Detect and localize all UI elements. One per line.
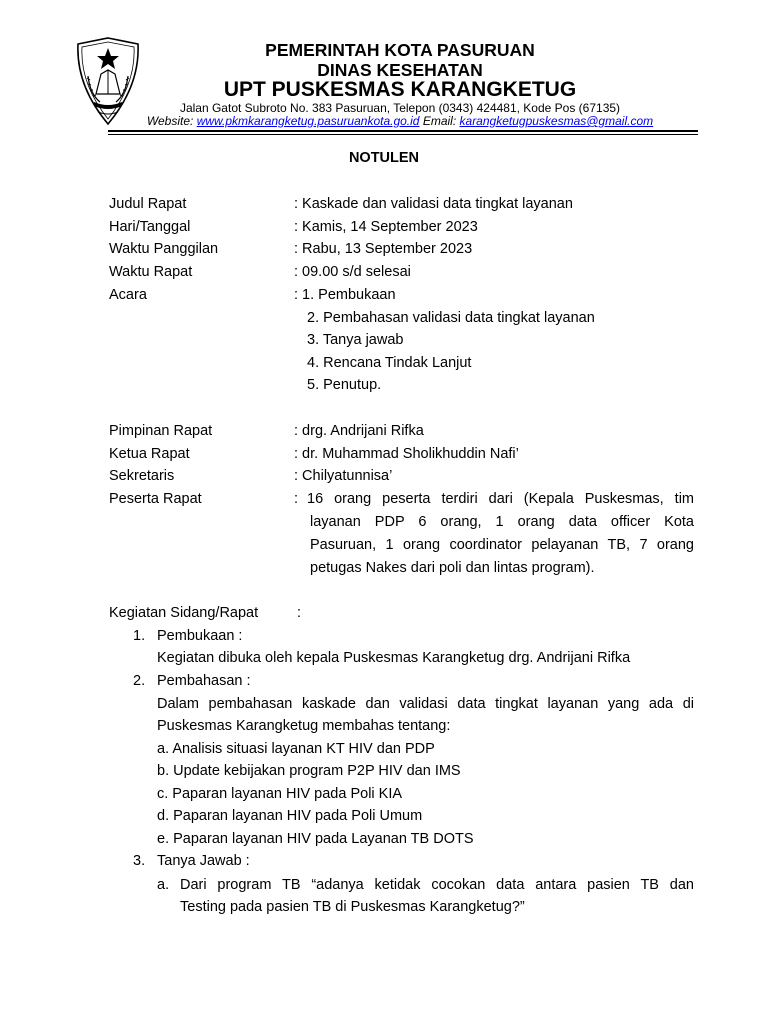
email-label: Email: bbox=[422, 114, 457, 128]
letterhead-contact bbox=[130, 114, 670, 128]
pimpinan-label: Pimpinan Rapat bbox=[109, 423, 213, 439]
sekretaris-label: Sekretaris bbox=[109, 468, 175, 484]
section-title: Pembukaan : bbox=[157, 628, 243, 644]
email-link[interactable]: karangketugpuskesmas@gmail.com bbox=[459, 114, 654, 128]
peserta-colon: : bbox=[294, 491, 299, 507]
section-number: 2. bbox=[133, 673, 146, 689]
peserta-line: petugas Nakes dari poli dan lintas program). bbox=[310, 560, 595, 576]
pimpinan-value: : drg. Andrijani Rifka bbox=[294, 423, 424, 439]
sekretaris-value: : Chilyatunnisa’ bbox=[294, 468, 393, 484]
letterhead-address: Jalan Gatot Subroto No. 383 Pasuruan, Telepon (0343) 424481, Kode Pos (67135) bbox=[179, 101, 621, 115]
letterhead-government: PEMERINTAH KOTA PASURUAN bbox=[265, 40, 535, 60]
hari-label: Hari/Tanggal bbox=[109, 219, 191, 235]
acara-item: 3. Tanya jawab bbox=[307, 332, 404, 348]
acara-label: Acara bbox=[109, 287, 147, 303]
acara-item: 4. Rencana Tindak Lanjut bbox=[307, 355, 472, 371]
hari-value: : Kamis, 14 September 2023 bbox=[294, 219, 478, 235]
document-title: NOTULEN bbox=[348, 150, 420, 166]
letterhead-rule-thin bbox=[108, 134, 698, 135]
panggilan-value: : Rabu, 13 September 2023 bbox=[294, 241, 473, 257]
acara-item: 5. Penutup. bbox=[307, 377, 382, 393]
acara-item: : 1. Pembukaan bbox=[294, 287, 396, 303]
list-item-text: Dari program TB “adanya ketidak cocokan data antara pasien TB dan bbox=[180, 877, 694, 893]
waktu-label: Waktu Rapat bbox=[109, 264, 193, 280]
letterhead-rule-thick bbox=[108, 130, 698, 132]
section-text: Kegiatan dibuka oleh kepala Puskesmas Karangketug drg. Andrijani Rifka bbox=[157, 650, 631, 666]
letterhead-institution: UPT PUSKESMAS KARANGKETUG bbox=[223, 78, 577, 101]
list-item-letter: a. bbox=[157, 877, 170, 893]
judul-label: Judul Rapat bbox=[109, 196, 187, 212]
judul-value: : Kaskade dan validasi data tingkat layanan bbox=[294, 196, 573, 212]
section-title: Pembahasan : bbox=[157, 673, 251, 689]
list-item: a. Analisis situasi layanan KT HIV dan PDP bbox=[157, 741, 435, 757]
panggilan-label: Waktu Panggilan bbox=[109, 241, 219, 257]
list-item: e. Paparan layanan HIV pada Layanan TB DOTS bbox=[157, 831, 474, 847]
section-number: 3. bbox=[133, 853, 146, 869]
website-label: Website: bbox=[146, 114, 194, 128]
ketua-label: Ketua Rapat bbox=[109, 446, 190, 462]
peserta-line: Pasuruan, 1 orang coordinator pelayanan TB, 7 orang bbox=[310, 537, 694, 553]
section-text: Puskesmas Karangketug membahas tentang: bbox=[157, 718, 451, 734]
kegiatan-label: Kegiatan Sidang/Rapat bbox=[109, 605, 259, 621]
list-item: d. Paparan layanan HIV pada Poli Umum bbox=[157, 808, 423, 824]
section-text: Dalam pembahasan kaskade dan validasi data tingkat layanan yang ada di bbox=[157, 696, 694, 712]
kegiatan-colon: : bbox=[297, 605, 302, 621]
peserta-label: Peserta Rapat bbox=[109, 491, 202, 507]
letterhead-department: DINAS KESEHATAN bbox=[317, 60, 483, 80]
section-title: Tanya Jawab : bbox=[157, 853, 250, 869]
section-number: 1. bbox=[133, 628, 146, 644]
acara-item: 2. Pembahasan validasi data tingkat layanan bbox=[307, 310, 595, 326]
list-item: c. Paparan layanan HIV pada Poli KIA bbox=[157, 786, 403, 802]
peserta-line: layanan PDP 6 orang, 1 orang data officer Kota bbox=[310, 514, 694, 530]
peserta-line: 16 orang peserta terdiri dari (Kepala Puskesmas, tim bbox=[307, 491, 694, 507]
list-item: b. Update kebijakan program P2P HIV dan IMS bbox=[157, 763, 461, 779]
waktu-value: : 09.00 s/d selesai bbox=[294, 264, 411, 280]
website-link[interactable]: www.pkmkarangketug.pasuruankota.go.id bbox=[196, 114, 420, 128]
list-item-text: Testing pada pasien TB di Puskesmas Karangketug?” bbox=[180, 899, 525, 915]
ketua-value: : dr. Muhammad Sholikhuddin Nafi’ bbox=[294, 446, 519, 462]
